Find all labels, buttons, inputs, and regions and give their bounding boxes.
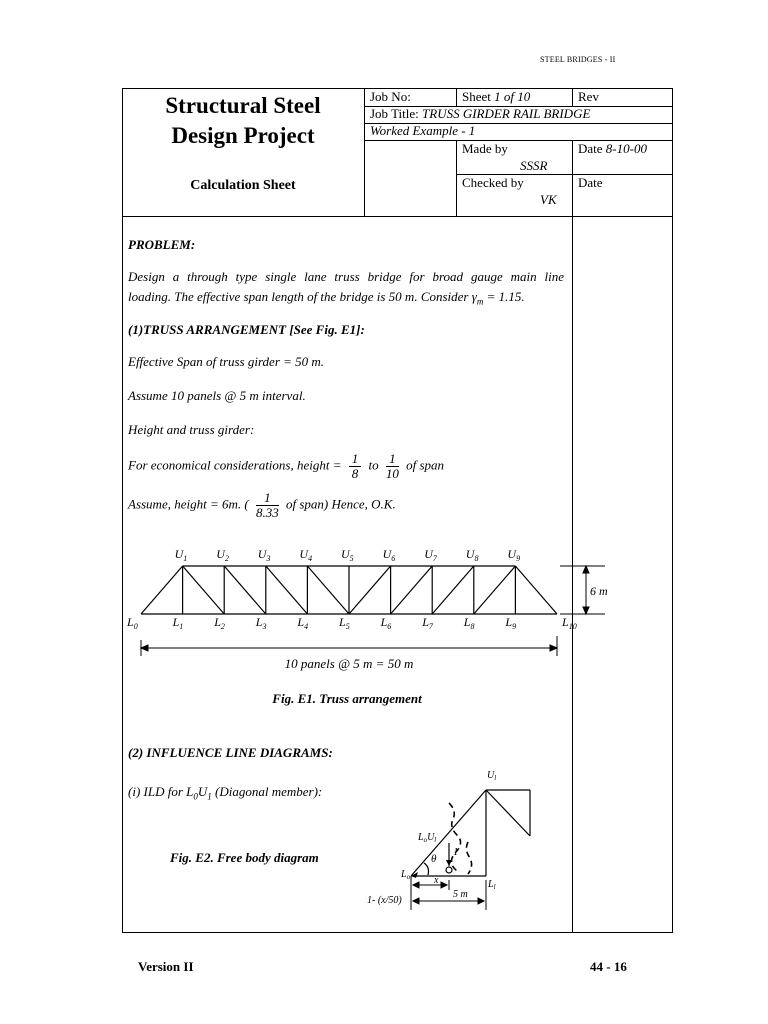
fbd-dimensions bbox=[411, 876, 486, 910]
lower-node-label: $L_{10}$ bbox=[562, 615, 577, 631]
date-value: 8-10-00 bbox=[605, 141, 647, 156]
ild-text: U bbox=[197, 784, 208, 799]
ild-text: (Diagonal member): bbox=[211, 784, 323, 799]
upper-node-label: $U_3$ bbox=[257, 547, 271, 563]
subscript: 1 bbox=[207, 791, 212, 802]
problem-text: loading. The effective span length of the bridge is 50 m. Consider bbox=[128, 289, 472, 304]
made-by-value: SSSR bbox=[520, 158, 548, 173]
section2-heading: (2) INFLUENCE LINE DIAGRAMS: bbox=[128, 745, 333, 760]
header-running-title: STEEL BRIDGES - II bbox=[540, 55, 616, 64]
upper-node-label: $U_2$ bbox=[216, 547, 229, 563]
numerator: 1 bbox=[386, 452, 399, 467]
upper-node-label: $U_6$ bbox=[382, 547, 396, 563]
date-label: Date bbox=[578, 141, 603, 156]
distance-label: 5 m bbox=[453, 889, 468, 900]
econ-text: to bbox=[368, 457, 379, 473]
numerator: 1 bbox=[349, 452, 362, 467]
lower-node-label: $L_9$ bbox=[505, 615, 517, 631]
section1-heading: (1)TRUSS ARRANGEMENT [See Fig. E1]: bbox=[128, 322, 365, 337]
calculation-sheet-label: Calculation Sheet bbox=[190, 178, 296, 193]
gamma-symbol: γ bbox=[471, 289, 477, 304]
denominator: 8 bbox=[351, 466, 359, 481]
date2-label: Date bbox=[578, 175, 603, 190]
lower-node-label: $L_5$ bbox=[339, 615, 350, 631]
econ-text: For economical considerations, height = bbox=[128, 457, 342, 473]
panels-line: Assume 10 panels @ 5 m interval. bbox=[128, 388, 306, 403]
figure2-caption: Fig. E2. Free body diagram bbox=[170, 850, 319, 865]
job-title-value: TRUSS GIRDER RAIL BRIDGE bbox=[422, 106, 591, 121]
upper-node-label: $U_9$ bbox=[507, 547, 521, 563]
figure1-caption: Fig. E1. Truss arrangement bbox=[272, 691, 422, 706]
unit-load-label: 1 bbox=[453, 846, 459, 858]
denominator: 10 bbox=[385, 466, 399, 481]
gamma-subscript: m bbox=[476, 296, 484, 307]
lower-node-label: $L_3$ bbox=[255, 615, 267, 631]
upper-node-label: $U_8$ bbox=[465, 547, 479, 563]
theta-label: θ bbox=[431, 853, 437, 865]
upper-node-label: $U_5$ bbox=[341, 547, 354, 563]
ild-text: (i) ILD for L bbox=[128, 784, 194, 799]
subscript: 0 bbox=[193, 791, 198, 802]
econ-text: of span bbox=[406, 457, 445, 473]
lower-node-label: $L_2$ bbox=[214, 615, 225, 631]
member-label: $L_oU_l$ bbox=[418, 832, 437, 844]
height-dimension: 6 m bbox=[590, 584, 608, 598]
problem-line1: Design a through type single lane truss bridge for broad gauge main line bbox=[128, 269, 564, 284]
l1-label: $L_l$ bbox=[488, 879, 496, 891]
span-line: Effective Span of truss girder = 50 m. bbox=[128, 354, 325, 369]
problem-heading: PROBLEM: bbox=[128, 237, 196, 252]
problem-text: = 1.15. bbox=[483, 289, 525, 304]
title-line: Structural Steel bbox=[165, 93, 321, 118]
upper-node-label: $U_7$ bbox=[424, 547, 437, 563]
made-by-label: Made by bbox=[462, 141, 508, 156]
lower-node-label: $L_7$ bbox=[422, 615, 433, 631]
version-footer: Version II bbox=[138, 959, 194, 974]
upper-node-label: $U_1$ bbox=[174, 547, 188, 563]
lower-node-label: $L_8$ bbox=[463, 615, 475, 631]
checked-by-value: VK bbox=[540, 192, 557, 207]
title-line: Design Project bbox=[171, 123, 315, 148]
checked-by-label: Checked by bbox=[462, 175, 524, 190]
lower-node-label: $L_6$ bbox=[380, 615, 392, 631]
rev-label: Rev bbox=[578, 89, 599, 104]
x-label: x bbox=[434, 875, 439, 886]
span-dimension: 10 panels @ 5 m = 50 m bbox=[284, 656, 414, 671]
numerator: 1 bbox=[256, 491, 279, 506]
worked-example: Worked Example - 1 bbox=[370, 123, 476, 138]
assume-text: Assume, height = 6m. ( bbox=[128, 496, 249, 512]
job-title-label: Job Title: bbox=[370, 106, 419, 121]
reaction-label: 1- (x/50) bbox=[367, 895, 402, 906]
page-number: 44 - 16 bbox=[590, 959, 627, 974]
upper-node-label: $U_4$ bbox=[299, 547, 313, 563]
sheet-label: Sheet bbox=[462, 89, 491, 104]
u1-label: $U_l$ bbox=[487, 770, 497, 782]
lower-node-label: $L_1$ bbox=[172, 615, 184, 631]
lower-node-label: $L_4$ bbox=[297, 615, 309, 631]
height-line: Height and truss girder: bbox=[128, 422, 255, 437]
job-no-label: Job No: bbox=[370, 89, 411, 104]
denominator: 8.33 bbox=[255, 505, 279, 520]
assume-text: of span) Hence, O.K. bbox=[285, 496, 396, 512]
lower-node-label: $L_0$ bbox=[127, 615, 138, 631]
sheet-value: 1 of 10 bbox=[494, 89, 531, 104]
l0-label: $L_o$ bbox=[401, 869, 411, 881]
